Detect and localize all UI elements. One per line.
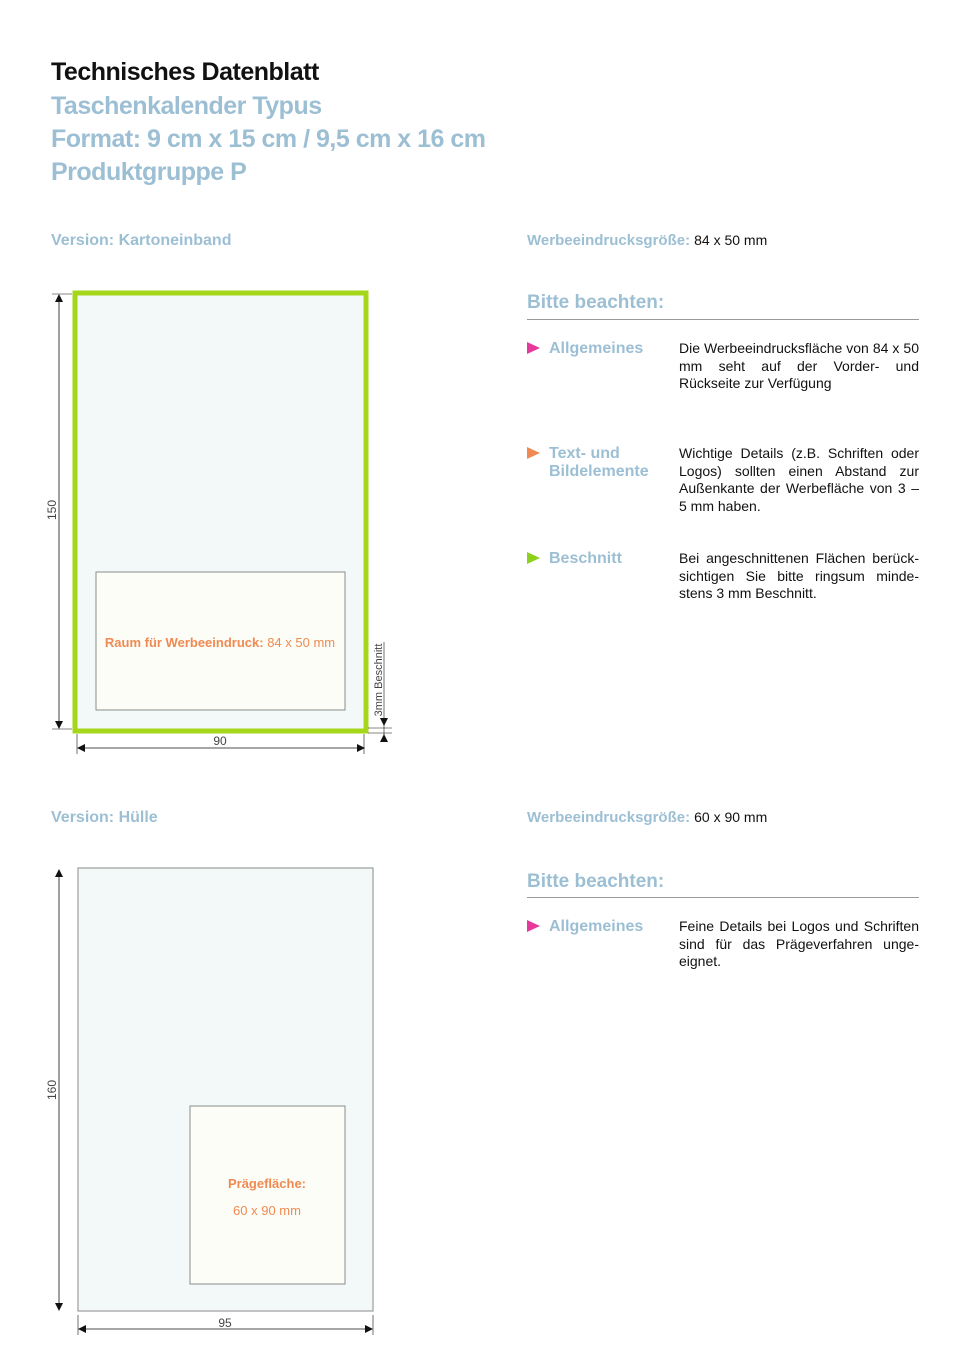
print-size-value: 84 x 50 mm [694,232,768,248]
triangle-orange-icon [527,447,540,459]
note-label: Beschnitt [549,550,622,567]
print-size-line-2 [527,809,767,826]
version-huelle-label: Version: Hülle [51,809,158,826]
huelle-diagram [0,860,420,1350]
print-area-label: Raum für Werbeeindruck: 84 x 50 mm [104,635,336,650]
product-group: Produktgruppe P [51,158,247,186]
product-name: Taschenkalender Typus [51,92,322,120]
arrow-up-icon [55,869,63,877]
arrow-down-small-icon [380,718,388,726]
divider-1 [527,319,919,320]
bitte-beachten-heading-1: Bitte beachten: [527,292,665,313]
width-label: 95 [218,1316,232,1330]
bleed-label: 3mm Beschnitt [373,643,385,717]
height-label: 150 [45,499,59,521]
arrow-down-icon [55,721,63,729]
note-beschnitt [527,550,659,568]
note-text-bildelemente [527,445,659,481]
arrow-down-icon [55,1303,63,1311]
note-label: Allgemeines [549,918,644,935]
width-label: 90 [213,734,227,748]
note-text: Die Werbeeindrucksfläche von 84 x 50 mm seht auf der Vorder- und Rückseite zur Verfügung [679,340,919,391]
arrow-up-small-icon [380,734,388,742]
bitte-beachten-heading-2: Bitte beachten: [527,871,665,892]
triangle-green-icon [527,552,540,564]
note-allgemeines-1 [527,340,659,358]
note-label: Allgemeines [549,340,644,357]
triangle-pink-icon [527,342,540,354]
embossing-size: 60 x 90 mm [233,1203,301,1218]
note-text: Bei angeschnittenen Flächen berück-sichtigen Sie bitte ringsum minde-stens 3 mm Beschnitt. [679,550,919,601]
version-kartoneinband-label: Version: Kartoneinband [51,232,232,249]
embossing-label: Prägefläche: [227,1176,307,1191]
kartoneinband-diagram [0,280,420,760]
note-allgemeines-2 [527,918,659,936]
arrow-left-icon [77,744,85,752]
arrow-up-icon [55,294,63,302]
triangle-pink-icon [527,920,540,932]
note-text: Wichtige Details (z.B. Schriften oder Logos) sollten einen Abstand zur Außenkante der Werbefläche von 3 – 5 mm haben. [679,445,919,514]
page-title: Technisches Datenblatt [51,58,319,86]
arrow-left-icon [78,1325,86,1333]
print-size-label: Werbeeindrucksgröße: [527,232,691,249]
print-size-label: Werbeeindrucksgröße: [527,809,691,826]
format-line: Format: 9 cm x 15 cm / 9,5 cm x 16 cm [51,125,486,153]
print-size-line-1 [527,232,767,249]
note-text: Feine Details bei Logos und Schriften sind für das Prägeverfahren unge-eignet. [679,918,919,969]
arrow-right-icon [365,1325,373,1333]
note-label: Text- und Bildelemente [549,445,649,480]
divider-2 [527,897,919,898]
print-size-value: 60 x 90 mm [694,809,768,825]
height-label: 160 [45,1079,59,1101]
embossing-area-box [190,1106,345,1284]
